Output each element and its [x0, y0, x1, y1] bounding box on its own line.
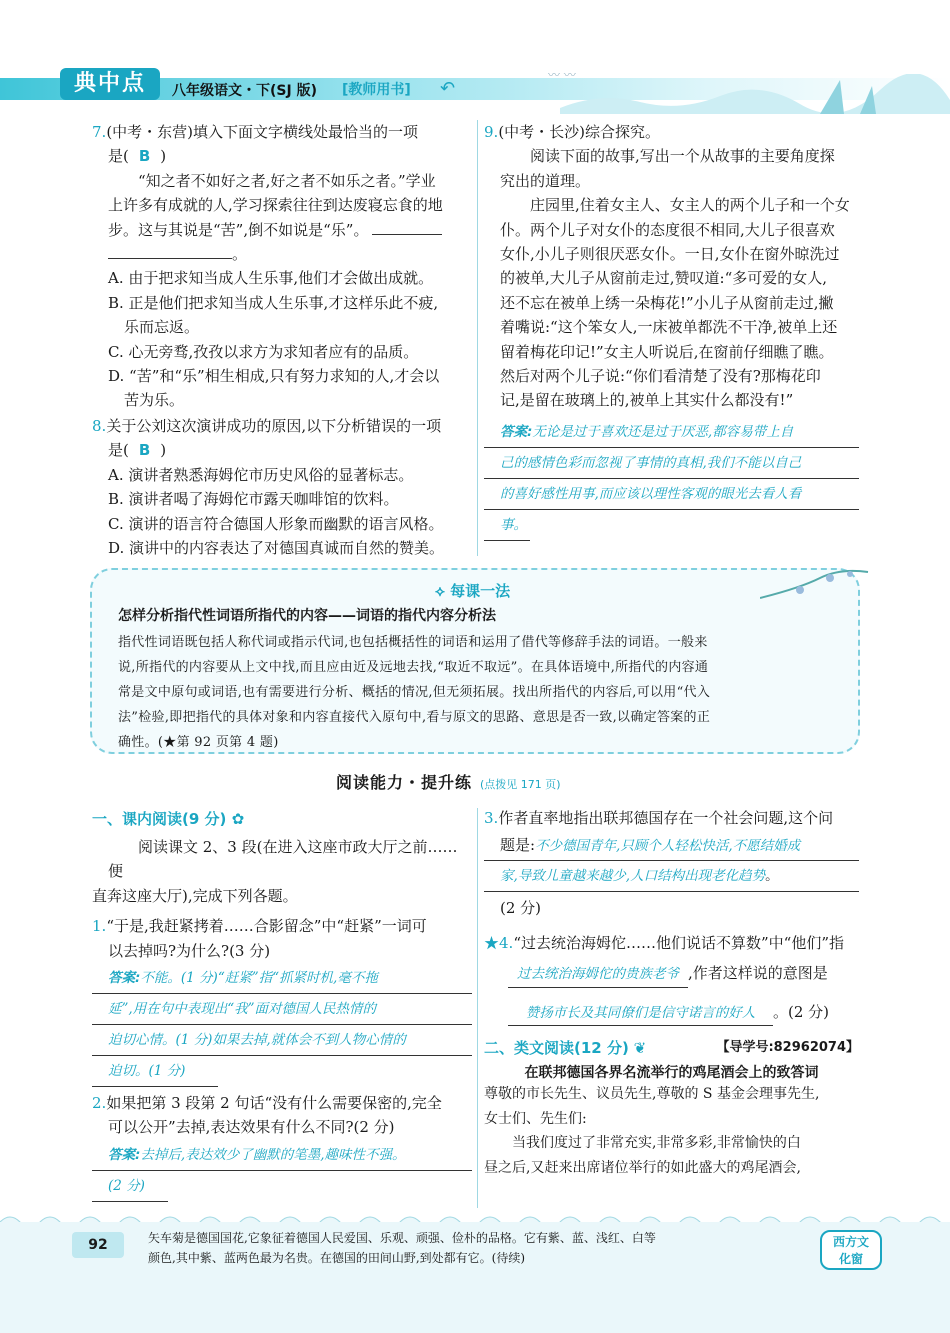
option-d-cont: 苦为乐。 [124, 391, 185, 410]
answer-text: 不能。(1 分)“赶紧”指“抓紧时机,毫不拖 [140, 970, 378, 987]
answer-choice: B [138, 147, 151, 166]
story-line: 庄园里,住着女主人、女主人的两个儿子和一个女 [530, 196, 850, 215]
answer-text: 无论是过于喜欢还是过于厌恶,都容易带上自 [532, 423, 794, 440]
clover-icon: ✿ [231, 810, 245, 828]
edition-label: [教师用书] [342, 82, 411, 98]
article-title: 在联邦德国各界名流举行的鸡尾酒会上的致答词 [524, 1065, 819, 1082]
answer-blank [108, 242, 232, 259]
answer-label: 答案: [108, 970, 141, 987]
publisher-logo: 典中点 [60, 68, 160, 100]
answer-label: 答案: [108, 1146, 141, 1163]
answer-text: 不少德国青年,只顾个人轻松快活,不愿结婚成 [535, 838, 801, 855]
answer-blank-2: 赞扬市长及其同僚们是信守诺言的好人 [508, 1001, 773, 1026]
culture-window-badge: 西方文 化窗 [820, 1230, 882, 1270]
birds-icon: 〰 〰 [548, 68, 576, 82]
swirl-icon: ⟡ [435, 582, 451, 600]
answer-text: 迫切心情。(1 分)如果去掉,就体会不到人物心情的 [108, 1032, 406, 1049]
answer-text: 延”,用在句中表现出“我”面对德国人民热情的 [108, 1001, 376, 1018]
column-divider [477, 120, 478, 556]
method-body: 指代性词语既包括人称代词或指示代词,也包括概括性的词语和运用了借代等修辞手法的词语。一般来 说,所指代的内容要从上文中找,而且应由近及远地去找,“取近不取远”。在具体语境中,所指代的内容通 常是文中原句或词语,也有需要进行分析、概括的情况,但无须拓展。找出所指代的内容后,可以用“代入 法”检验,即把指代的具体对象和内容直接代入原句中,看与原文的思路、意思是否一致,以确定答案的正 确性。(★第 92 页第 4 题) [118, 635, 711, 750]
story-line: 仆。两个儿子对女仆的态度很不相同,大儿子很喜欢 [500, 220, 835, 239]
section-ref: (点拨见 171 页) [480, 778, 561, 791]
story-line: 的被单,大儿子从窗前走过,赞叹道:“多可爱的女人, [500, 269, 828, 288]
answer-text: (2 分) [108, 1177, 145, 1194]
quote-line: 上许多有成就的人,学习探索往往到达废寝忘食的地 [108, 196, 443, 215]
in-class-reading: 一、课内阅读(9 分) ✿ 阅读课文 2、3 段(在进入这座市政大厅之前……便 直奔这座大厅),完成下列各题。 1.“于是,我赶紧拷着……合影留念”中“赶紧”一词可 以去掉吗?为什么?(3 分) 答案:不能。(1 分)“赶紧”指“抓紧时机,毫不拖 延”,用在句中表现出“我”面对德国人民热情的 迫切心情。(1 分)如果去掉,就体会不到人物心情的 迫切。(1 分) 2.如果把第 3 段第 2 句话“没有什么需要保密的,完全 可以公开”去掉,表达效果有什么不同?(2 分) 答案:去掉后,表达效少了幽默的笔墨,趣味性不强。 (2 分) [92, 808, 472, 1202]
answer-blank-1: 过去统治海姆佗的贵族老爷 [508, 962, 688, 987]
method-title: ⟡ 每课一法 [435, 582, 511, 600]
answer-text: 去掉后,表达效少了幽默的笔墨,趣味性不强。 [140, 1146, 406, 1163]
answer-choice: B [138, 441, 151, 460]
story-line: 还不忘在被单上绣一朵梅花!”小儿子从窗前走过,撇 [500, 293, 834, 312]
question-8: 8.关于公刘这次演讲成功的原因,以下分析错误的一项 是( B ) A. 演讲者熟悉海姆佗市历史风俗的显著标志。 B. 演讲者喝了海姆佗市露天咖啡馆的饮料。 C. 演讲的语言符合德国人形象而幽默的语言风格。 D. 演讲中的内容表达了对德国真诚而自然的赞美。 [92, 414, 472, 560]
return-arrow-icon: ↶ [440, 78, 456, 99]
answer-text: 家,导致儿童越来越少,人口结构出现老化趋势 [500, 868, 766, 885]
page-number: 92 [72, 1232, 124, 1258]
flower-branch-icon [760, 568, 870, 618]
quote-line: “知之者不如好之者,好之者不如乐之者。”学业 [138, 171, 436, 190]
leaf-icon: ❦ [633, 1039, 647, 1058]
answer-text: 的喜好感性用事,而应该以理性客观的眼光去看人看 [500, 485, 802, 502]
question-9: 9.(中考・长沙)综合探究。 阅读下面的故事,写出一个从故事的主要角度探 究出的道理。 庄园里,住着女主人、女主人的两个儿子和一个女 仆。两个儿子对女仆的态度很不相同,大儿子很喜欢 女仆,小儿子则很厌恶女仆。一日,女仆在窗外晾洗过 的被单,大儿子从窗前走过,赞叹道:“多可爱的女人, 还不忘在被单上绣一朵梅花!”小儿子从窗前走过,撇 着嘴说:“这个笨女人,一床被单都洗不干净,被单上还 留着梅花印记!”女主人听说后,在窗前仔细瞧了瞧。 然后对两个儿子说:“你们看清楚了没有?那梅花印 记,是留在玻璃上的,被单上其实什么都没有!” 答案:无论是过于喜欢还是过于厌恶,都容易带上自 己的感情色彩而忽视了事情的真相,我们不能以自己 的喜好感性用事,而应该以理性客观的眼光去看人看 事。 [484, 120, 859, 541]
part-1-heading: 一、课内阅读(9 分) ✿ [92, 810, 245, 828]
section-title: 阅读能力・提升练 [336, 773, 473, 792]
option-a: A. 由于把求知当成人生乐事,他们才会做出成就。 [108, 269, 434, 288]
story-line: 留着梅花印记!”女主人听说后,在窗前仔细瞧了瞧。 [500, 342, 834, 361]
story-line: 女仆,小儿子则很厌恶女仆。一日,女仆在窗外晾洗过 [500, 245, 840, 264]
story-line: 着嘴说:“这个笨女人,一床被单都洗不干净,被单上还 [500, 318, 838, 337]
book-title: 八年级语文・下(SJ 版) [172, 83, 317, 99]
answer-text: 事。 [500, 516, 527, 533]
story-line: 记,是留在玻璃上的,被单上其实什么都没有!” [500, 391, 794, 410]
option-b: B. 演讲者喝了海姆佗市露天咖啡馆的饮料。 [108, 490, 399, 509]
option-b: B. 正是他们把求知当成人生乐事,才这样乐此不疲, [108, 293, 439, 312]
answer-text: 迫切。(1 分) [108, 1063, 186, 1080]
option-c: C. 心无旁骛,孜孜以求方为求知者应有的品质。 [108, 342, 419, 361]
answer-blank [372, 218, 442, 235]
study-code: 【导学号:82962074】 [716, 1040, 859, 1056]
quote-line: 步。这与其说是“苦”,倒不如说是“乐”。 [108, 220, 369, 239]
mountain-scenery-icon [560, 74, 950, 114]
footer-note: 矢车菊是德国国花,它象征着德国人民爱国、乐观、顽强、俭朴的品格。它有紫、蓝、浅红、白等 颜色,其中紫、蓝两色最为名贵。在德国的田间山野,到处都有它。(待续) [148, 1231, 656, 1265]
answer-text: 己的感情色彩而忽视了事情的真相,我们不能以自己 [500, 454, 802, 471]
option-d: D. “苦”和“乐”相生相成,只有努力求知的人,才会以 [108, 367, 440, 386]
question-7: 7.(中考・东营)填入下面文字横线处最恰当的一项 是( B ) “知之者不如好之者,好之者不如乐之者。”学业 上许多有成就的人,学习探索往往到达废寝忘食的地 步。这与其说是“苦”,倒不如说是“乐”。 。 A. 由于把求知当成人生乐事,他们才会做出成就。 B. 正是他们把求知当成人生乐事,才这样乐此不疲, 乐而忘返。 C. 心无旁骛,孜孜以求方为求知者应有的品质。 D. “苦”和“乐”相生相成,只有努力求知的人,才会以 苦为乐。 [92, 120, 472, 413]
option-b-cont: 乐而忘返。 [124, 318, 200, 337]
story-line: 然后对两个儿子说:“你们看清楚了没有?那梅花印 [500, 367, 821, 386]
answer-label: 答案: [500, 423, 533, 440]
column-divider [477, 808, 478, 1208]
right-bottom: 3.作者直率地指出联邦德国存在一个社会问题,这个问 题是:不少德国青年,只顾个人轻松快活,不愿结婚成 家,导致儿童越来越少,人口结构出现老化趋势。 (2 分) ★4.“过去统治海姆佗……他们说话不算数”中“他们”指 过去统治海姆佗的贵族老爷 ,作者这样说的意图是 赞扬市长及其同僚们是信守诺言的好人 。(2 分) 二、类文阅读(12 分) ❦ 【导学号:82962074】 在联邦德国各界名流举行的鸡尾酒会上的致答词 尊敬的市长先生、议员先生,尊敬的 S 基金会理事先生, 女士们、先生们: 当我们度过了非常充实,非常多彩,非常愉快的白 昼之后,又赶来出席诸位举行的如此盛大的鸡尾酒会, [484, 809, 859, 1176]
option-a: A. 演讲者熟悉海姆佗市历史风俗的显著标志。 [108, 465, 414, 484]
option-d: D. 演讲中的内容表达了对德国真诚而自然的赞美。 [108, 539, 445, 558]
method-subtitle: 怎样分析指代性词语所指代的内容——词语的指代内容分析法 [118, 608, 496, 624]
part-2-heading: 二、类文阅读(12 分) [484, 1039, 629, 1058]
option-c: C. 演讲的语言符合德国人形象而幽默的语言风格。 [108, 514, 444, 533]
